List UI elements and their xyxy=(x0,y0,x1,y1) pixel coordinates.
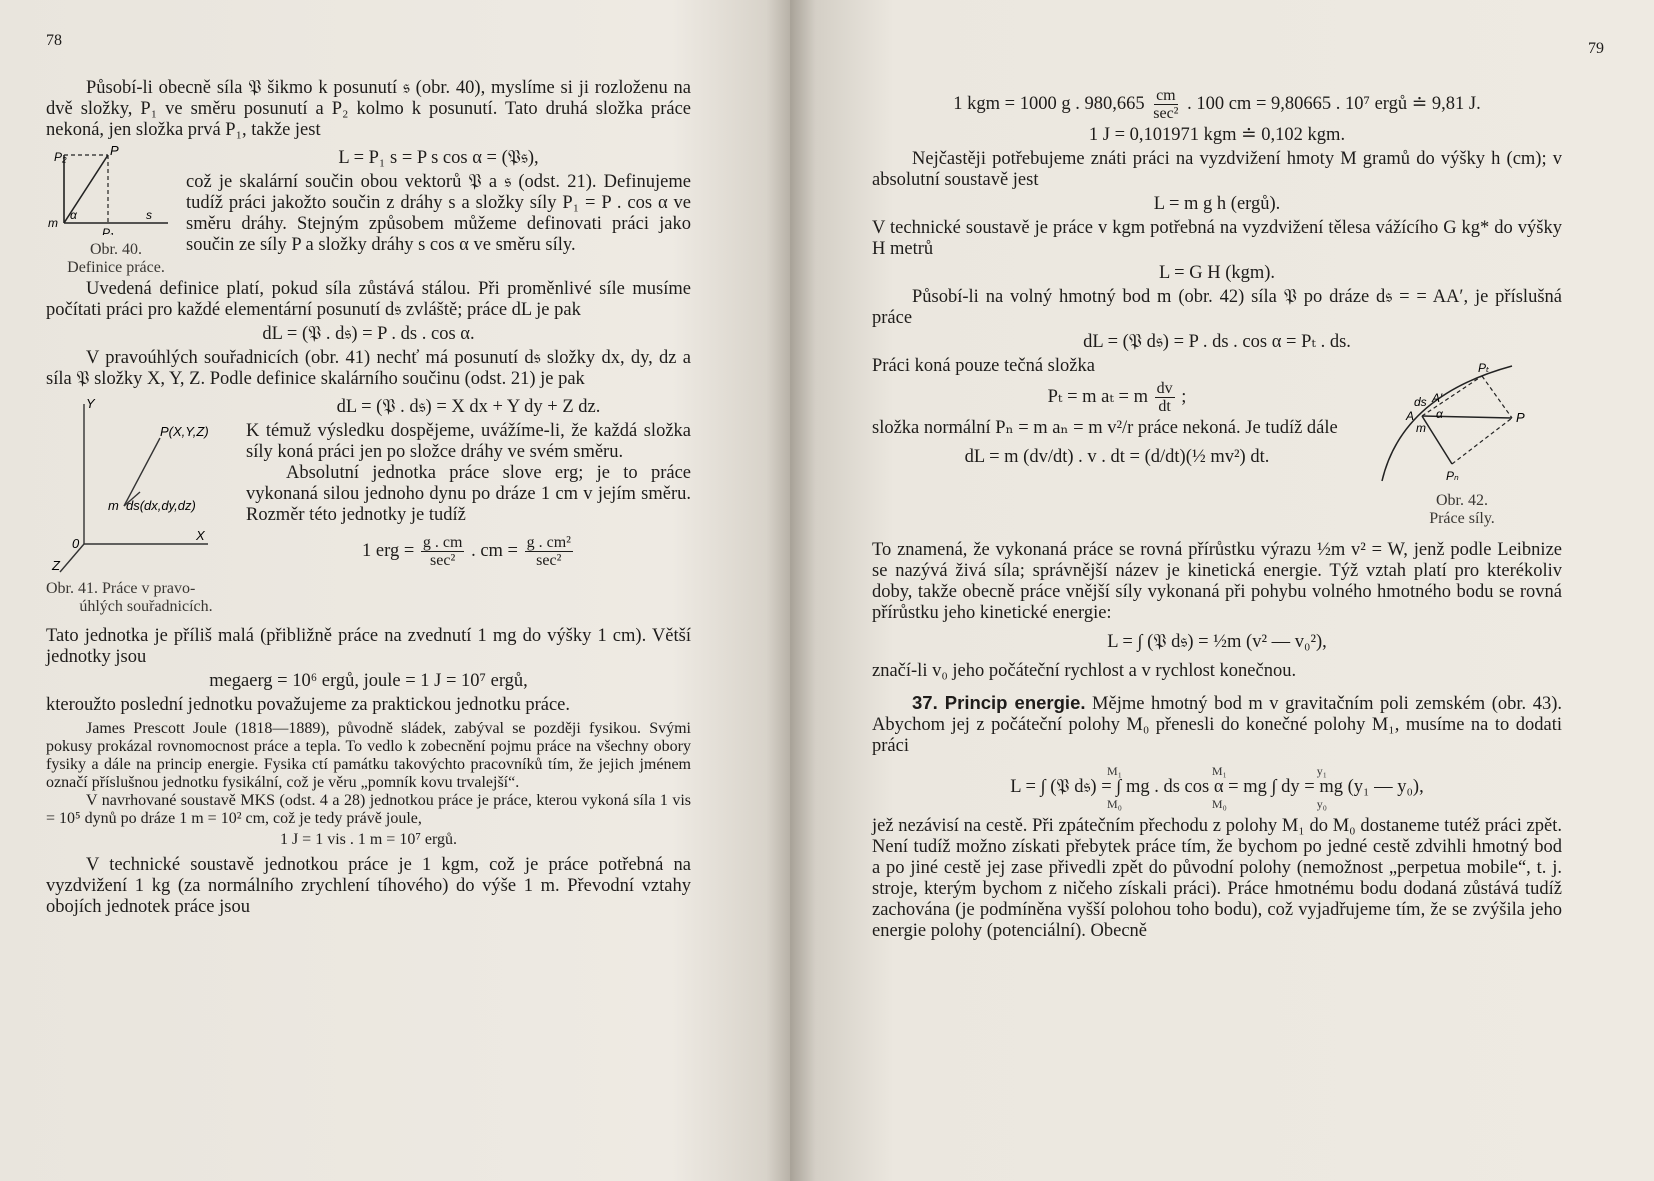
paragraph: značí-li v₀ jeho počáteční rychlost a v rychlost konečnou. xyxy=(872,661,1297,681)
fig41-label-origin: 0 xyxy=(72,536,80,551)
figure-42-caption-title: Práce síly. xyxy=(1429,510,1495,527)
equation-tangent: Pₜ = m aₜ = m $\frac{dv}{dt}$ ; xyxy=(1047,380,1187,415)
equation-energy: M₁ M₁ y₁ L = ∫ (𝔓 d𝔰) = ∫ mg . ds cos α = mg ∫ dy = mg (y₁ — y₀), M₀ M₀ y₀ xyxy=(1010,764,1424,811)
fig41-label-m: m xyxy=(108,498,119,513)
fig42-label-m: m xyxy=(1416,421,1426,435)
paragraph: Působí-li na volný hmotný bod m (obr. 42) síla 𝔓 po dráze d𝔰 = = AA′, je příslušná práce xyxy=(872,287,1562,328)
paragraph: Absolutní jednotka práce slove erg; je to práce vykonaná silou jednoho dynu po dráze 1 cm v jejím směru. Rozměr této jednotky je tudíž xyxy=(246,463,691,525)
equation: dL = (𝔓 d𝔰) = P . ds . cos α = Pₜ . ds. xyxy=(1083,332,1351,352)
section-heading: 37. Princip energie. xyxy=(912,692,1086,713)
fig40-label-p1: P₁ xyxy=(102,226,114,235)
equation: 1 J = 1 vis . 1 m = 10⁷ ergů. xyxy=(279,831,458,848)
fig41-label-z: Z xyxy=(52,558,60,573)
fig42-label-pt: Pₜ xyxy=(1478,361,1490,375)
fig42-label-a1: A′ xyxy=(1432,391,1443,405)
paragraph: To znamená, že vykonaná práce se rovná přírůstku výrazu ½m v² = W, jenž podle Leibnize se nazývá živá síla; správnější název je kinetická energie. Týž vztah platí pro kterékoliv doby, takže obecně práce vnější síly vykonaná při pohybu volného hmotného bodu se rovná přírůstku jeho kinetické energie: xyxy=(872,540,1562,623)
paragraph: V pravoúhlých souřadnicích (obr. 41) nechť má posunutí d𝔰 složky dx, dy, dz a síla 𝔓 složky X, Y, Z. Podle definice skalárního součinu (odst. 21) je pak xyxy=(46,348,691,389)
section-paragraph: 37. Princip energie. Mějme hmotný bod m v gravitačním poli zemském (obr. 43). Abychom jej z počáteční polohy M₀ přenesli do konečné polohy M₁, musíme na to dodati práci xyxy=(872,692,1562,756)
equation: L = G H (kgm). xyxy=(1158,263,1276,283)
equation: L = P₁ s = P s cos α = (𝔓𝔰), xyxy=(338,148,539,168)
figure-42-diagram xyxy=(1362,356,1562,486)
figure-40-caption-number: Obr. 40. xyxy=(90,241,142,258)
fig40-label-s: s xyxy=(146,208,152,222)
equation: megaerg = 10⁶ ergů, joule = 1 J = 10⁷ ergů, xyxy=(209,671,528,691)
equation: dL = (𝔓 . d𝔰) = P . ds . cos α. xyxy=(262,324,475,344)
right-page xyxy=(790,0,1654,1181)
equation: 1 J = 0,101971 kgm ≐ 0,102 kgm. xyxy=(1088,125,1346,145)
equation-erg: 1 erg = $\frac{g . cm}{\text{sec²}}$ . cm = $\frac{\text{g . cm²}}{\text{sec²}}$ xyxy=(362,534,571,569)
fig41-label-y: Y xyxy=(86,396,95,411)
fig42-label-p: P xyxy=(1516,410,1525,425)
note-paragraph: James Prescott Joule (1818—1889), původně sládek, zabýval se později fysikou. Svými pokusy prokázal rovnomocnost práce a tepla. To vedlo k zobecnění pojmu práce na všechny obory fysiky a dále na princip energie. Fysika ctí památku takovýchto pracovníků tím, že jejich jménem označí příslušnou jednotku fysikální, což je věru „pomník kovu trvalejší“. xyxy=(46,720,691,791)
paragraph: jež nezávisí na cestě. Při zpátečním přechodu z polohy M₁ do M₀ dostaneme tutéž práci zpět. Není tudíž možno získati přebytek práce tím, že bychom po jedné cestě zdvihli hmotný bod a po jiné cestě jej zase přivedli zpět do původní polohy (nemožnost „perpetua mobile“, t. j. stroje, kterým bychom z ničeho získali práci). Práce hmotnému bodu dodaná zůstává tudíž zachována (je podmíněna vyšší polohou toho bodu), což vyjadřujeme tím, že se zvýšila jeho energie polohy (potenciální). Obecně xyxy=(872,816,1562,941)
figure-40 xyxy=(46,145,186,277)
paragraph: Uvedená definice platí, pokud síla zůstává stálou. Při proměnlivé síle musíme počítati práci pro každé elementární posunutí d𝔰 zvláště; práce dL je pak xyxy=(46,279,691,320)
paragraph: Práci koná pouze tečná složka xyxy=(872,356,1095,376)
figure-41-caption-1: Obr. 41. Práce v pravo- xyxy=(46,580,196,597)
equation: L = ∫ (𝔓 d𝔰) = ½m (v² — v₀²), xyxy=(1107,632,1327,652)
equation: dL = (𝔓 . d𝔰) = X dx + Y dy + Z dz. xyxy=(336,397,601,417)
fig41-label-point: P(X,Y,Z) xyxy=(160,424,209,439)
note-paragraph: V navrhované soustavě MKS (odst. 4 a 28) jednotkou práce je práce, kterou vykoná síla 1 vis = 10⁵ dynů po dráze 1 m = 10² cm, což je tedy právě joule, xyxy=(46,792,691,827)
equation-kgm: 1 kgm = 1000 g . 980,665 $\frac{cm}{\text{sec²}}$ . 100 cm = 9,80665 . 10⁷ ergů ≐ 9,81 J. xyxy=(953,87,1481,122)
right-text xyxy=(872,84,1562,942)
fig40-label-m: m xyxy=(48,216,58,230)
fig40-label-p: P xyxy=(110,145,119,158)
equation: dL = m (dv/dt) . v . dt = (d/dt)(½ mv²) dt. xyxy=(964,447,1270,467)
fig42-label-ds: ds xyxy=(1414,395,1427,409)
fig42-label-alpha: α xyxy=(1436,407,1443,421)
page-number: 78 xyxy=(46,32,62,49)
fig42-label-a: A xyxy=(1406,409,1415,423)
page-number: 79 xyxy=(1588,40,1604,57)
paragraph: složka normální Pₙ = m aₙ = m v²/r práce nekoná. Je tudíž dále xyxy=(872,418,1338,438)
figure-42-caption-number: Obr. 42. xyxy=(1436,492,1488,509)
paragraph: kteroužto poslední jednotku považujeme za praktickou jednotku práce. xyxy=(46,695,570,715)
paragraph: Působí-li obecně síla 𝔓 šikmo k posunutí 𝔰 (obr. 40), myslíme si ji rozloženu na dvě složky, P₁ ve směru posunutí a P₂ kolmo k posunutí. Tato druhá složka práce nekoná, jen složka prvá P₁, takže jest xyxy=(46,78,691,140)
figure-41 xyxy=(46,394,246,616)
fig40-label-p2: P₂ xyxy=(54,150,67,164)
fig41-label-ds: ds(dx,dy,dz) xyxy=(126,498,196,513)
fig40-label-alpha: α xyxy=(70,208,77,222)
fig41-label-x: X xyxy=(196,528,205,543)
paragraph: V technické soustavě je práce v kgm potřebná na vyzdvižení tělesa vážícího G kg* do výšky H metrů xyxy=(872,218,1562,259)
figure-41-diagram xyxy=(46,394,236,574)
fig42-label-pn: Pₙ xyxy=(1446,469,1459,483)
figure-41-caption-2: úhlých souřadnicích. xyxy=(79,598,213,615)
figure-40-diagram xyxy=(46,145,176,235)
paragraph: V technické soustavě jednotkou práce je 1 kgm, což je práce potřebná na vyzdvižení 1 kg (za normálního zrychlení tíhového) do výše 1 m. Převodní vztahy obojích jednotek práce jsou xyxy=(46,855,691,917)
paragraph: Nejčastěji potřebujeme znáti práci na vyzdvižení hmoty M gramů do výšky h (cm); v absolutní soustavě jest xyxy=(872,149,1562,190)
left-page xyxy=(0,0,790,1181)
figure-40-caption-title: Definice práce. xyxy=(67,259,165,276)
figure-42 xyxy=(1362,356,1562,528)
equation: L = m g h (ergů). xyxy=(1153,194,1281,214)
left-text-top xyxy=(46,78,691,918)
paragraph: Tato jednotka je příliš malá (přibližně práce na zvednutí 1 mg do výšky 1 cm). Větší jednotky jsou xyxy=(46,626,691,667)
paragraph: K témuž výsledku dospějeme, uvážíme-li, že každá složka síly koná práci jen po složce dráhy ve svém směru. xyxy=(246,421,691,462)
paragraph: což je skalární součin obou vektorů 𝔓 a 𝔰 (odst. 21). Definujeme tudíž práci jakožto součin z dráhy s a složky síly P₁ = P . cos α ve směru dráhy. Stejným způsobem můžeme definovati práci jako součin ze síly P a složky dráhy s cos α ve směru síly. xyxy=(186,172,691,255)
